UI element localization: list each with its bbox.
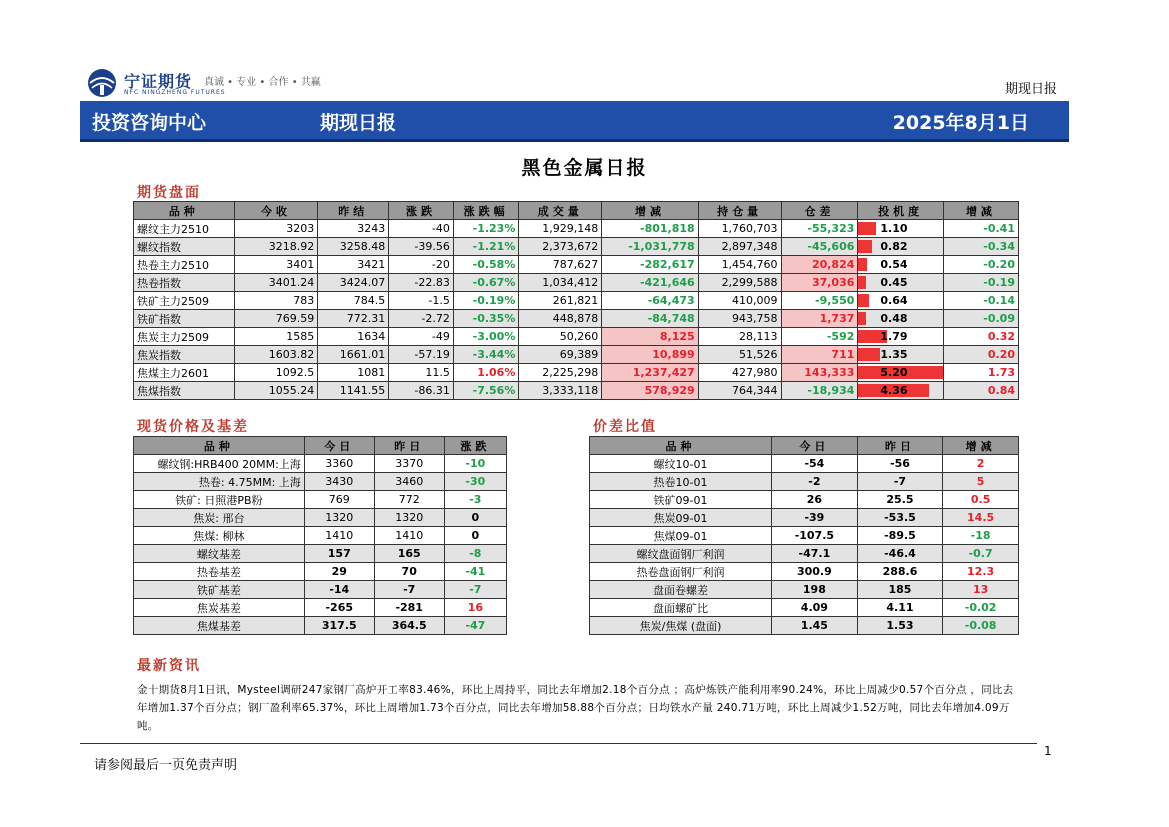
futures-value-cell: -20 (389, 256, 454, 274)
futures-change-pct: -0.67% (453, 274, 519, 292)
futures-speculation-cell (858, 382, 943, 400)
spot-value-cell: -265 (304, 599, 374, 617)
spread-delta-cell: 2 (943, 455, 1019, 473)
futures-value-cell: 11.5 (389, 364, 454, 382)
spot-value-cell: 1410 (304, 527, 374, 545)
spot-row (134, 527, 507, 545)
futures-section-title: 期货盘面 (137, 185, 201, 201)
spread-value-cell: 1.53 (857, 617, 943, 635)
title-banner (80, 101, 1069, 142)
futures-variety: 热卷指数 (134, 274, 235, 292)
futures-delta-cell: 20,824 (781, 256, 858, 274)
spread-value-cell: 198 (772, 581, 858, 599)
spread-table (589, 436, 1019, 635)
futures-value-cell: 3,333,118 (519, 382, 602, 400)
spread-value-cell: 300.9 (772, 563, 858, 581)
futures-value-cell: 783 (234, 292, 318, 310)
spread-row (590, 473, 1019, 491)
spread-row (590, 599, 1019, 617)
futures-header-cell: 增减 (943, 202, 1018, 220)
spot-delta-cell: -7 (444, 581, 506, 599)
spot-variety: 热卷: 4.75MM: 上海 (134, 473, 305, 491)
spot-variety: 热卷基差 (134, 563, 305, 581)
futures-delta-cell: -592 (781, 328, 858, 346)
company-logo (86, 67, 376, 101)
spot-value-cell: -281 (374, 599, 444, 617)
spot-value-cell: -14 (304, 581, 374, 599)
futures-header-cell: 成交量 (519, 202, 602, 220)
spot-delta-cell: -47 (444, 617, 506, 635)
disclaimer-link[interactable]: 请参阅最后一页免责声明 (94, 758, 238, 773)
futures-header-cell: 涨跌 (389, 202, 454, 220)
spread-value-cell: -47.1 (772, 545, 858, 563)
futures-header-cell: 仓差 (781, 202, 858, 220)
futures-change-pct: -0.35% (453, 310, 519, 328)
futures-delta-cell: -421,646 (602, 274, 699, 292)
futures-delta-cell: 10,899 (602, 346, 699, 364)
spot-value-cell: -7 (374, 581, 444, 599)
spot-row (134, 581, 507, 599)
futures-delta-cell: 0.84 (943, 382, 1018, 400)
speculation-value: 0.64 (880, 294, 908, 307)
futures-row (134, 238, 1019, 256)
spot-variety: 铁矿: 日照港PB粉 (134, 491, 305, 509)
spread-section-title: 价差比值 (593, 419, 657, 435)
futures-delta-cell: -84,748 (602, 310, 699, 328)
futures-change-pct: -1.23% (453, 220, 519, 238)
futures-change-pct: -0.19% (453, 292, 519, 310)
futures-delta-cell: 37,036 (781, 274, 858, 292)
spread-value-cell: -107.5 (772, 527, 858, 545)
spot-delta-cell: 0 (444, 527, 506, 545)
spot-row (134, 509, 507, 527)
futures-variety: 焦炭指数 (134, 346, 235, 364)
document-title: 黑色金属日报 (521, 157, 648, 179)
spot-header-cell: 昨日 (374, 437, 444, 455)
spot-row (134, 473, 507, 491)
spread-value-cell: 4.09 (772, 599, 858, 617)
futures-variety: 铁矿指数 (134, 310, 235, 328)
futures-speculation-cell (858, 256, 943, 274)
futures-value-cell: -86.31 (389, 382, 454, 400)
futures-value-cell: 1141.55 (318, 382, 389, 400)
futures-delta-cell: 0.20 (943, 346, 1018, 364)
banner-date: 2025年8月1日 (892, 112, 1029, 134)
futures-value-cell: 3258.48 (318, 238, 389, 256)
futures-value-cell: 28,113 (698, 328, 781, 346)
spread-header-row (590, 437, 1019, 455)
news-paragraph: 金十期货8月1日讯，Mysteel调研247家钢厂高炉开工率83.46%，环比上周持平，同比去年增加2.18个百分点 ；高炉炼铁产能利用率90.24%，环比上周减少0.57个百分点 ，同比去年增加1.37个百分点；钢厂盈利率65.37%，环比上周增加1.73个百分点，同比去年增加58.88个百分点；日均铁水产量 240.71万吨，环比上周减少1.52万吨，同比去年增加4.09万吨。 (137, 684, 1014, 732)
futures-value-cell: 1092.5 (234, 364, 318, 382)
spread-row (590, 563, 1019, 581)
futures-delta-cell: -9,550 (781, 292, 858, 310)
speculation-value: 4.36 (880, 384, 908, 397)
futures-value-cell: 1634 (318, 328, 389, 346)
spread-value-cell: 1.45 (772, 617, 858, 635)
spot-value-cell: 3370 (374, 455, 444, 473)
banner-department: 投资咨询中心 (92, 112, 207, 134)
spread-variety: 焦炭09-01 (590, 509, 772, 527)
page-number: 1 (1044, 744, 1052, 758)
spot-header-row (134, 437, 507, 455)
futures-value-cell: 3401 (234, 256, 318, 274)
banner-report: 期现日报 (320, 112, 397, 134)
futures-speculation-cell (858, 274, 943, 292)
speculation-value: 0.45 (880, 276, 908, 289)
spread-variety: 焦炭/焦煤 (盘面) (590, 617, 772, 635)
futures-change-pct: -7.56% (453, 382, 519, 400)
nfc-globe-icon (86, 67, 118, 99)
spread-row (590, 491, 1019, 509)
spot-variety: 焦煤: 柳林 (134, 527, 305, 545)
futures-delta-cell: -0.34 (943, 238, 1018, 256)
spread-header-cell: 今日 (772, 437, 858, 455)
futures-value-cell: 50,260 (519, 328, 602, 346)
futures-delta-cell: -0.19 (943, 274, 1018, 292)
spot-delta-cell: -30 (444, 473, 506, 491)
futures-value-cell: 772.31 (318, 310, 389, 328)
spread-variety: 铁矿09-01 (590, 491, 772, 509)
futures-speculation-cell (858, 292, 943, 310)
spread-variety: 螺纹10-01 (590, 455, 772, 473)
futures-row (134, 292, 1019, 310)
spread-variety: 盘面卷螺差 (590, 581, 772, 599)
spot-delta-cell: 16 (444, 599, 506, 617)
spot-value-cell: 317.5 (304, 617, 374, 635)
spread-delta-cell: 13 (943, 581, 1019, 599)
spread-value-cell: -2 (772, 473, 858, 491)
futures-speculation-cell (858, 364, 943, 382)
futures-variety: 螺纹主力2510 (134, 220, 235, 238)
spot-value-cell: 3430 (304, 473, 374, 491)
spread-row (590, 527, 1019, 545)
spread-value-cell: 185 (857, 581, 943, 599)
futures-value-cell: 769.59 (234, 310, 318, 328)
futures-header-cell: 投机度 (858, 202, 943, 220)
futures-delta-cell: -18,934 (781, 382, 858, 400)
futures-speculation-cell (858, 310, 943, 328)
spot-variety: 焦炭基差 (134, 599, 305, 617)
futures-value-cell: -40 (389, 220, 454, 238)
futures-variety: 焦炭主力2509 (134, 328, 235, 346)
futures-value-cell: 427,980 (698, 364, 781, 382)
spot-variety: 焦炭: 邢台 (134, 509, 305, 527)
futures-delta-cell: -0.20 (943, 256, 1018, 274)
speculation-value: 0.48 (880, 312, 908, 325)
spread-value-cell: 25.5 (857, 491, 943, 509)
futures-header-cell: 今收 (234, 202, 318, 220)
spread-value-cell: 26 (772, 491, 858, 509)
futures-speculation-cell (858, 328, 943, 346)
futures-value-cell: -39.56 (389, 238, 454, 256)
spread-row (590, 509, 1019, 527)
spot-delta-cell: -41 (444, 563, 506, 581)
futures-delta-cell: -1,031,778 (602, 238, 699, 256)
futures-value-cell: 3401.24 (234, 274, 318, 292)
spread-value-cell: 4.11 (857, 599, 943, 617)
futures-change-pct: -3.00% (453, 328, 519, 346)
spread-delta-cell: 0.5 (943, 491, 1019, 509)
futures-header-cell: 增减 (602, 202, 699, 220)
spot-value-cell: 769 (304, 491, 374, 509)
futures-delta-cell: -64,473 (602, 292, 699, 310)
spot-value-cell: 165 (374, 545, 444, 563)
futures-delta-cell: -45,606 (781, 238, 858, 256)
spread-value-cell: -53.5 (857, 509, 943, 527)
futures-variety: 焦煤指数 (134, 382, 235, 400)
spot-value-cell: 1320 (374, 509, 444, 527)
futures-value-cell: -2.72 (389, 310, 454, 328)
futures-value-cell: 2,373,672 (519, 238, 602, 256)
speculation-value: 0.54 (880, 258, 908, 271)
spread-delta-cell: -0.7 (943, 545, 1019, 563)
logo-text: 宁证期货 (124, 72, 193, 91)
spot-row (134, 491, 507, 509)
spread-variety: 热卷10-01 (590, 473, 772, 491)
spot-row (134, 617, 507, 635)
spot-delta-cell: -3 (444, 491, 506, 509)
speculation-value: 1.10 (880, 222, 908, 235)
futures-header-cell: 涨跌幅 (453, 202, 519, 220)
spread-delta-cell: 14.5 (943, 509, 1019, 527)
futures-value-cell: 1,929,148 (519, 220, 602, 238)
futures-value-cell: 69,389 (519, 346, 602, 364)
futures-delta-cell: -801,818 (602, 220, 699, 238)
futures-value-cell: 3203 (234, 220, 318, 238)
futures-delta-cell: -55,323 (781, 220, 858, 238)
spot-value-cell: 3360 (304, 455, 374, 473)
futures-value-cell: -1.5 (389, 292, 454, 310)
futures-value-cell: 1,760,703 (698, 220, 781, 238)
futures-delta-cell: 8,125 (602, 328, 699, 346)
spread-variety: 盘面螺矿比 (590, 599, 772, 617)
spread-variety: 焦煤09-01 (590, 527, 772, 545)
futures-value-cell: 2,299,588 (698, 274, 781, 292)
futures-value-cell: 410,009 (698, 292, 781, 310)
futures-value-cell: 1585 (234, 328, 318, 346)
futures-value-cell: 448,878 (519, 310, 602, 328)
futures-delta-cell: 578,929 (602, 382, 699, 400)
futures-value-cell: -57.19 (389, 346, 454, 364)
spread-value-cell: -39 (772, 509, 858, 527)
spot-variety: 螺纹基差 (134, 545, 305, 563)
spread-header-cell: 增减 (943, 437, 1019, 455)
futures-value-cell: 3424.07 (318, 274, 389, 292)
spread-delta-cell: -0.02 (943, 599, 1019, 617)
futures-value-cell: 943,758 (698, 310, 781, 328)
futures-row (134, 346, 1019, 364)
futures-delta-cell: -282,617 (602, 256, 699, 274)
futures-value-cell: -22.83 (389, 274, 454, 292)
futures-row (134, 274, 1019, 292)
spread-row (590, 581, 1019, 599)
futures-value-cell: 784.5 (318, 292, 389, 310)
spread-delta-cell: -18 (943, 527, 1019, 545)
futures-delta-cell: 143,333 (781, 364, 858, 382)
futures-value-cell: 1055.24 (234, 382, 318, 400)
spread-value-cell: 288.6 (857, 563, 943, 581)
futures-value-cell: 764,344 (698, 382, 781, 400)
spot-table (133, 436, 507, 635)
futures-delta-cell: 0.32 (943, 328, 1018, 346)
spot-header-cell: 涨跌 (444, 437, 506, 455)
futures-header-cell: 昨结 (318, 202, 389, 220)
spot-section-title: 现货价格及基差 (137, 419, 249, 435)
futures-delta-cell: 1.73 (943, 364, 1018, 382)
spot-header-cell: 品种 (134, 437, 305, 455)
spread-delta-cell: 12.3 (943, 563, 1019, 581)
futures-value-cell: 787,627 (519, 256, 602, 274)
futures-header-row (134, 202, 1019, 220)
futures-row (134, 256, 1019, 274)
spot-value-cell: 1410 (374, 527, 444, 545)
futures-value-cell: 3218.92 (234, 238, 318, 256)
spread-variety: 螺纹盘面钢厂利润 (590, 545, 772, 563)
futures-change-pct: -3.44% (453, 346, 519, 364)
spread-delta-cell: -0.08 (943, 617, 1019, 635)
futures-value-cell: 51,526 (698, 346, 781, 364)
spot-row (134, 599, 507, 617)
futures-delta-cell: 1,737 (781, 310, 858, 328)
futures-delta-cell: 711 (781, 346, 858, 364)
futures-header-cell: 持仓量 (698, 202, 781, 220)
spread-value-cell: -54 (772, 455, 858, 473)
spot-value-cell: 157 (304, 545, 374, 563)
news-section-title: 最新资讯 (137, 658, 201, 674)
spot-delta-cell: 0 (444, 509, 506, 527)
spread-value-cell: -7 (857, 473, 943, 491)
spot-header-cell: 今日 (304, 437, 374, 455)
futures-value-cell: 3421 (318, 256, 389, 274)
futures-change-pct: -1.21% (453, 238, 519, 256)
spot-variety: 焦煤基差 (134, 617, 305, 635)
spot-value-cell: 772 (374, 491, 444, 509)
logo-slogan: 真诚 • 专业 • 合作 • 共赢 (204, 77, 321, 88)
spot-value-cell: 29 (304, 563, 374, 581)
logo-en: NFC NINGZHENG FUTURES (124, 89, 226, 96)
futures-delta-cell: 1,237,427 (602, 364, 699, 382)
speculation-value: 1.35 (880, 348, 908, 361)
spot-row (134, 455, 507, 473)
futures-value-cell: 1,034,412 (519, 274, 602, 292)
spread-value-cell: -46.4 (857, 545, 943, 563)
spot-delta-cell: -8 (444, 545, 506, 563)
futures-row (134, 382, 1019, 400)
futures-variety: 螺纹指数 (134, 238, 235, 256)
futures-speculation-cell (858, 220, 943, 238)
futures-value-cell: 3243 (318, 220, 389, 238)
spread-header-cell: 昨日 (857, 437, 943, 455)
speculation-value: 0.82 (880, 240, 908, 253)
spot-variety: 螺纹钢:HRB400 20MM:上海 (134, 455, 305, 473)
spot-row (134, 563, 507, 581)
futures-speculation-cell (858, 238, 943, 256)
futures-value-cell: 2,225,298 (519, 364, 602, 382)
futures-row (134, 310, 1019, 328)
futures-row (134, 328, 1019, 346)
spot-value-cell: 364.5 (374, 617, 444, 635)
spot-row (134, 545, 507, 563)
futures-delta-cell: -0.09 (943, 310, 1018, 328)
futures-value-cell: -49 (389, 328, 454, 346)
futures-table (133, 201, 1019, 400)
header-report-type: 期现日报 (1004, 82, 1057, 97)
speculation-value: 5.20 (880, 366, 908, 379)
spread-delta-cell: 5 (943, 473, 1019, 491)
futures-row (134, 220, 1019, 238)
spread-value-cell: -89.5 (857, 527, 943, 545)
futures-variety: 铁矿主力2509 (134, 292, 235, 310)
spread-header-cell: 品种 (590, 437, 772, 455)
spot-value-cell: 70 (374, 563, 444, 581)
futures-value-cell: 261,821 (519, 292, 602, 310)
futures-value-cell: 1603.82 (234, 346, 318, 364)
futures-header-cell: 品种 (134, 202, 235, 220)
futures-value-cell: 1,454,760 (698, 256, 781, 274)
futures-speculation-cell (858, 346, 943, 364)
footer-divider (80, 743, 1037, 744)
spread-value-cell: -56 (857, 455, 943, 473)
spread-variety: 热卷盘面钢厂利润 (590, 563, 772, 581)
futures-value-cell: 1661.01 (318, 346, 389, 364)
futures-variety: 热卷主力2510 (134, 256, 235, 274)
spot-value-cell: 3460 (374, 473, 444, 491)
spread-row (590, 545, 1019, 563)
futures-row (134, 364, 1019, 382)
futures-delta-cell: -0.41 (943, 220, 1018, 238)
spread-row (590, 455, 1019, 473)
speculation-value: 1.79 (880, 330, 908, 343)
futures-delta-cell: -0.14 (943, 292, 1018, 310)
futures-value-cell: 2,897,348 (698, 238, 781, 256)
spread-row (590, 617, 1019, 635)
spot-value-cell: 1320 (304, 509, 374, 527)
futures-change-pct: 1.06% (453, 364, 519, 382)
futures-change-pct: -0.58% (453, 256, 519, 274)
futures-value-cell: 1081 (318, 364, 389, 382)
futures-variety: 焦煤主力2601 (134, 364, 235, 382)
spot-delta-cell: -10 (444, 455, 506, 473)
spot-variety: 铁矿基差 (134, 581, 305, 599)
